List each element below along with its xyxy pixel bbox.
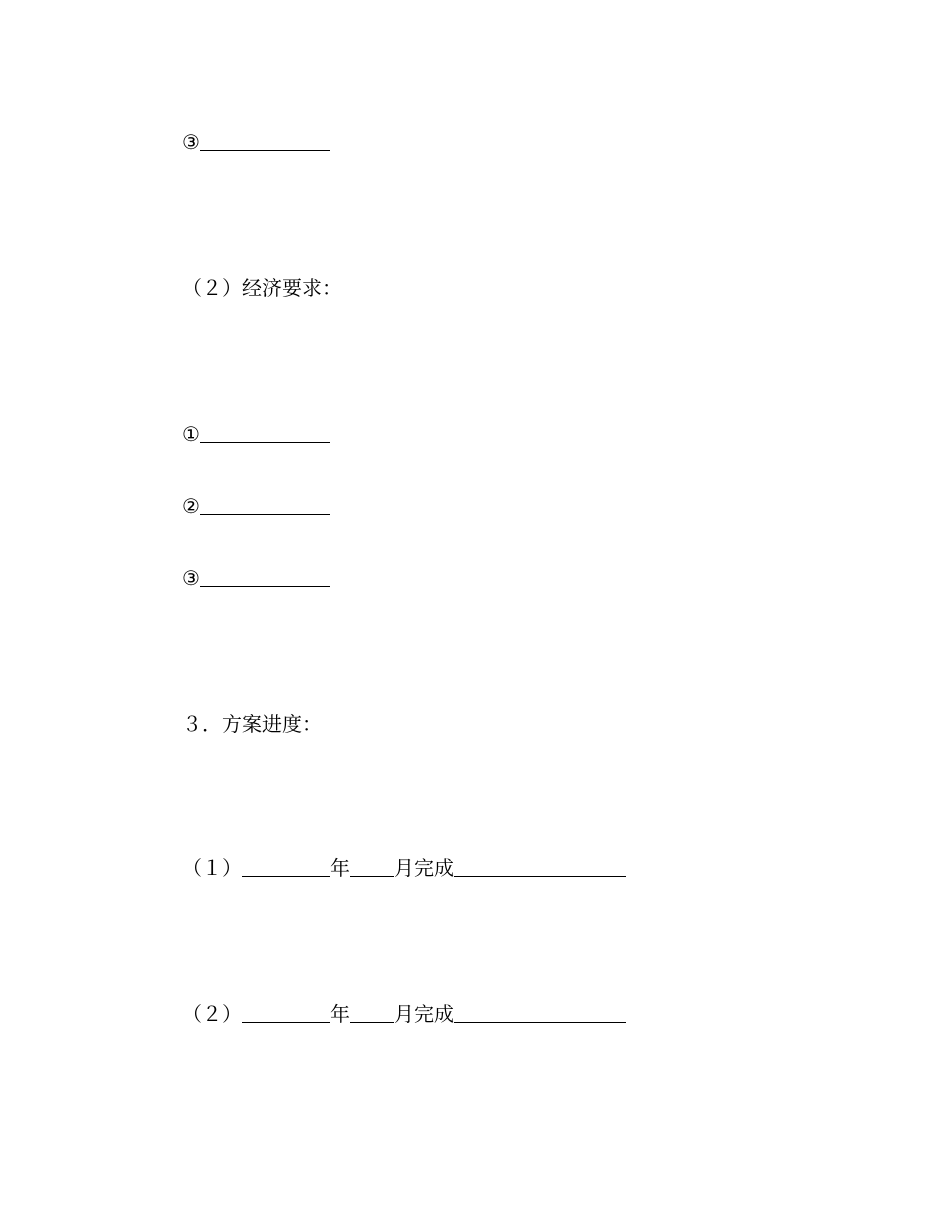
year-blank[interactable] [242, 1002, 330, 1023]
schedule-row-2 [182, 1002, 626, 1026]
row-label: （１） [182, 856, 242, 880]
fill-blank[interactable] [200, 422, 330, 443]
month-unit: 月完成 [394, 856, 454, 880]
econ-heading [182, 276, 342, 300]
tech-item-3 [182, 130, 330, 154]
item-marker: ② [182, 494, 200, 518]
year-blank[interactable] [242, 856, 330, 877]
schedule-heading-text: ３．方案进度： [182, 712, 322, 736]
item-marker: ③ [182, 130, 200, 154]
month-unit: 月完成 [394, 1002, 454, 1026]
year-unit: 年 [330, 856, 350, 880]
econ-item-2 [182, 494, 330, 518]
schedule-heading [182, 712, 322, 736]
econ-heading-text: （２）经济要求： [182, 276, 342, 300]
task-blank[interactable] [454, 1002, 626, 1023]
fill-blank[interactable] [200, 494, 330, 515]
econ-item-1 [182, 422, 330, 446]
econ-item-3 [182, 566, 330, 590]
year-unit: 年 [330, 1002, 350, 1026]
task-blank[interactable] [454, 856, 626, 877]
fill-blank[interactable] [200, 566, 330, 587]
item-marker: ① [182, 422, 200, 446]
item-marker: ③ [182, 566, 200, 590]
row-label: （２） [182, 1002, 242, 1026]
fill-blank[interactable] [200, 130, 330, 151]
month-blank[interactable] [350, 856, 394, 877]
schedule-row-1 [182, 856, 626, 880]
month-blank[interactable] [350, 1002, 394, 1023]
